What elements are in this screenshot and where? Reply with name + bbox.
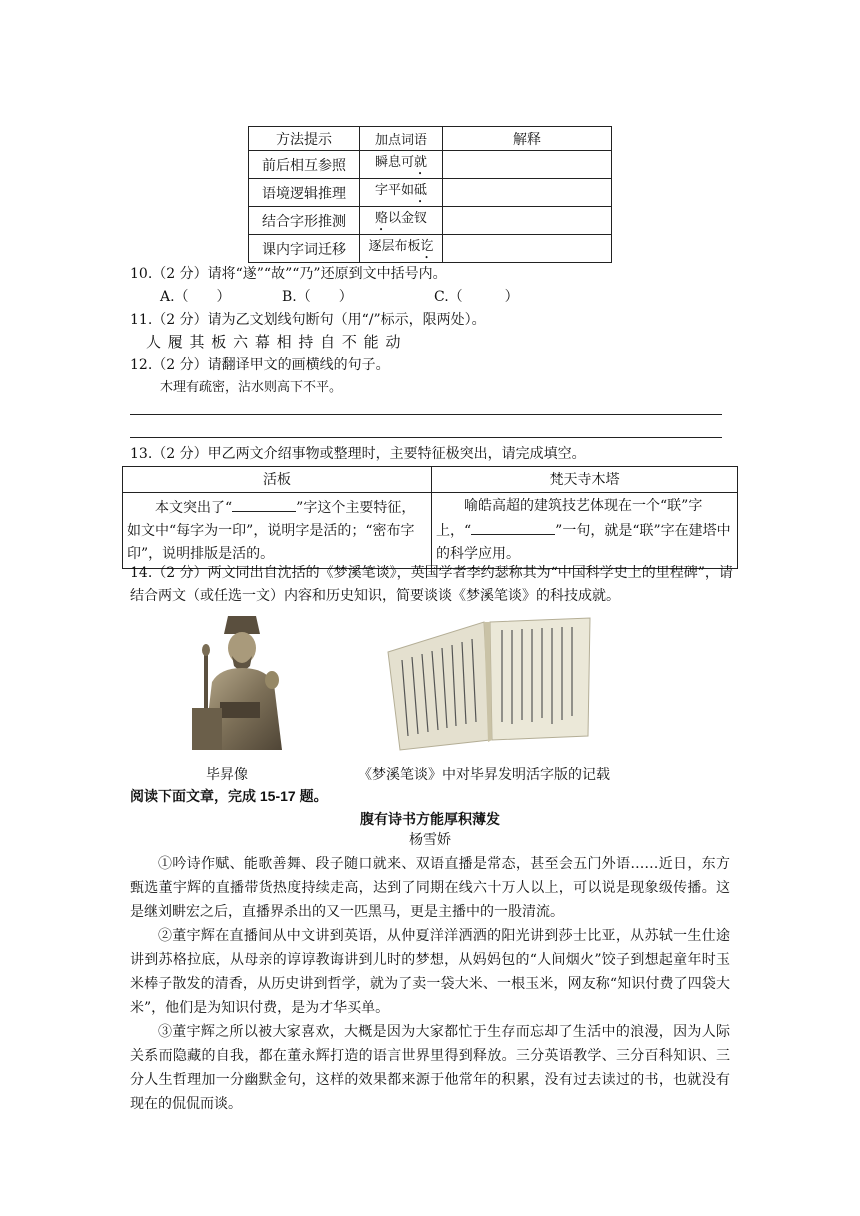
reading-instruction: 阅读下面文章，完成 15-17 题。 — [130, 788, 328, 804]
table-row — [249, 179, 612, 207]
caption-portrait: 毕昇像 — [206, 767, 248, 783]
method-cell: 课内字词迁移 — [249, 235, 360, 263]
q12-sentence: 木理有疏密，沾水则高下不平。 — [160, 380, 343, 395]
mengxi-bitan-book-image — [384, 612, 594, 752]
article-author: 杨雪娇 — [409, 832, 451, 848]
blank-input-1[interactable] — [232, 495, 296, 512]
huoban-text-b: ”字这个主要特征，如文中“每字为一印”，说明字是活的；“密布字印”，说明排版是活的。 — [127, 500, 416, 562]
explanation-cell[interactable] — [443, 151, 612, 179]
header-word: 加点词语 — [360, 127, 443, 151]
table-header-row — [123, 467, 738, 493]
q10-option-b[interactable]: B.（ ） — [282, 289, 353, 305]
table-row — [249, 235, 612, 263]
caption-book: 《梦溪笔谈》中对毕昇发明活字版的记载 — [358, 767, 610, 783]
q13-stem: 13.（2 分）甲乙两文介绍事物或整理时，主要特征极突出，请完成填空。 — [130, 446, 586, 462]
article-paragraph-3: ③董宇辉之所以被大家喜欢，大概是因为大家都忙于生存而忘却了生活中的浪漫，因为人际关系而隐藏的自我，都在董永辉打造的语言世界里得到释放。三分英语教学、三分百科知识、三分人生哲理加一分幽默金句，这样的效果都来源于他常年的积累，没有过去读过的书，也就没有现在的侃侃而谈。 — [130, 1024, 730, 1112]
q10-option-a[interactable]: A.（ ） — [160, 289, 231, 305]
word-cell: 赂以金钗 — [360, 207, 443, 235]
explanation-cell[interactable] — [443, 207, 612, 235]
word-cell: 逐层布板讫 — [360, 235, 443, 263]
header-explanation: 解释 — [443, 127, 612, 151]
word-cell: 字平如砥 — [360, 179, 443, 207]
article-paragraph-1: ①吟诗作赋、能歌善舞、段子随口就来、双语直播是常态，甚至会五门外语……近日，东方甄选董宇辉的直播带货热度持续走高，达到了同期在线六十万人以上，可以说是现象级传播。这是继刘畊宏之后，直播界杀出的又一匹黑马，更是主播中的一股清流。 — [130, 856, 730, 920]
fantiansi-text-a: 喻皓高超的建筑技艺体现在一个“联”字上，“ — [436, 498, 703, 539]
header-fantiansi: 梵天寺木塔 — [432, 467, 738, 493]
blank-input-2[interactable] — [471, 518, 555, 535]
table-header-row — [249, 127, 612, 151]
feature-table — [122, 466, 738, 569]
huoban-cell — [123, 493, 432, 569]
q11-sentence: 人 履 其 板 六 幕 相 持 自 不 能 动 — [146, 333, 402, 351]
table-row — [123, 493, 738, 569]
q10-option-c[interactable]: C.（ ） — [434, 289, 519, 305]
explanation-cell[interactable] — [443, 235, 612, 263]
method-cell: 前后相互参照 — [249, 151, 360, 179]
fantiansi-cell — [432, 493, 738, 569]
method-table — [248, 126, 612, 263]
fantiansi-text-b: ”一句，就是“联”字在建塔中的科学应用。 — [436, 523, 731, 562]
header-huoban: 活板 — [123, 467, 432, 493]
answer-line-1[interactable] — [130, 414, 722, 415]
q14-stem: 14.（2 分）两文同出自沈括的《梦溪笔谈》，英国学者李约瑟称其为“中国科学史上的里程碑”，请结合两文（或任选一文）内容和历史知识，简要谈谈《梦溪笔谈》的科技成就。 — [130, 565, 733, 604]
article-title: 腹有诗书方能厚积薄发 — [360, 811, 500, 827]
word-cell: 瞬息可就 — [360, 151, 443, 179]
q10-stem: 10.（2 分）请将“遂”“故”“乃”还原到文中括号内。 — [130, 266, 447, 282]
method-cell: 结合字形推测 — [249, 207, 360, 235]
explanation-cell[interactable] — [443, 179, 612, 207]
q12-stem: 12.（2 分）请翻译甲文的画横线的句子。 — [130, 357, 390, 373]
huoban-text-a: 本文突出了“ — [155, 500, 233, 516]
header-method: 方法提示 — [249, 127, 360, 151]
article-paragraph-2: ②董宇辉在直播间从中文讲到英语，从仲夏洋洋洒洒的阳光讲到莎士比亚，从苏轼一生仕途讲到苏格拉底，从母亲的谆谆教诲讲到儿时的梦想，从妈妈包的“人间烟火”饺子到想起童年时玉米棒子散发的清香，从历史讲到哲学，就为了卖一袋大米、一根玉米，网友称“知识付费了四袋大米”，他们是为知识付费，是为才华买单。 — [130, 928, 730, 1016]
q11-stem: 11.（2 分）请为乙文划线句断句（用“/”标示，限两处）。 — [130, 312, 486, 328]
table-row — [249, 151, 612, 179]
bisheng-portrait-image — [190, 612, 286, 750]
answer-line-2[interactable] — [130, 437, 722, 438]
method-cell: 语境逻辑推理 — [249, 179, 360, 207]
table-row — [249, 207, 612, 235]
